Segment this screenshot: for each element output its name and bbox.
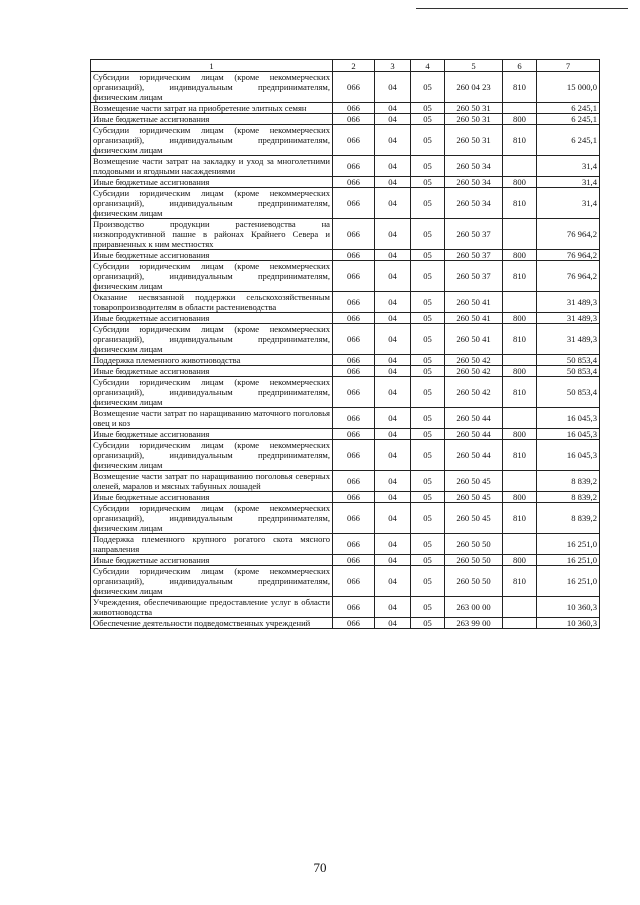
row-name-cell: Субсидии юридическим лицам (кроме некоммерческих организаций), индивидуальным предпринимателям, физическим лицам [91,72,333,103]
row-name-cell: Иные бюджетные ассигнования [91,114,333,125]
row-value-cell: 05 [411,440,445,471]
row-value-cell: 260 50 37 [445,250,503,261]
row-value-cell: 04 [375,355,411,366]
row-value-cell: 04 [375,534,411,555]
row-value-cell: 05 [411,366,445,377]
row-value-cell: 04 [375,408,411,429]
row-value-cell: 05 [411,250,445,261]
row-value-cell: 260 50 37 [445,261,503,292]
table-row [91,177,600,188]
row-value-cell: 066 [333,377,375,408]
row-value-cell: 066 [333,555,375,566]
row-value-cell: 15 000,0 [537,72,600,103]
row-value-cell: 260 50 45 [445,492,503,503]
row-value-cell: 263 00 00 [445,597,503,618]
row-value-cell: 260 50 44 [445,408,503,429]
row-value-cell: 04 [375,597,411,618]
row-value-cell: 76 964,2 [537,219,600,250]
row-value-cell: 8 839,2 [537,471,600,492]
row-value-cell: 260 50 41 [445,313,503,324]
row-value-cell: 066 [333,188,375,219]
row-value-cell: 05 [411,261,445,292]
row-value-cell: 800 [503,555,537,566]
row-name-cell: Субсидии юридическим лицам (кроме некоммерческих организаций), индивидуальным предпринимателям, физическим лицам [91,188,333,219]
row-value-cell: 066 [333,471,375,492]
row-name-cell: Субсидии юридическим лицам (кроме некоммерческих организаций), индивидуальным предпринимателям, физическим лицам [91,503,333,534]
header-cell: 2 [333,60,375,72]
row-value-cell: 260 50 50 [445,534,503,555]
row-name-cell: Возмещение части затрат на приобретение элитных семян [91,103,333,114]
row-value-cell: 066 [333,408,375,429]
table-row [91,408,600,429]
row-value-cell: 10 360,3 [537,597,600,618]
row-value-cell: 260 50 44 [445,440,503,471]
row-value-cell: 066 [333,366,375,377]
row-value-cell: 05 [411,618,445,629]
table-row [91,219,600,250]
row-value-cell: 76 964,2 [537,250,600,261]
table-row [91,366,600,377]
row-value-cell: 066 [333,72,375,103]
row-value-cell: 066 [333,429,375,440]
row-value-cell: 066 [333,492,375,503]
row-value-cell: 05 [411,429,445,440]
row-value-cell: 066 [333,618,375,629]
row-value-cell: 810 [503,566,537,597]
row-name-cell: Субсидии юридическим лицам (кроме некоммерческих организаций), индивидуальным предпринимателям, физическим лицам [91,125,333,156]
row-value-cell: 50 853,4 [537,366,600,377]
header-cell: 1 [91,60,333,72]
row-name-cell: Иные бюджетные ассигнования [91,366,333,377]
row-value-cell: 04 [375,440,411,471]
row-value-cell: 066 [333,597,375,618]
row-value-cell: 05 [411,188,445,219]
row-name-cell: Субсидии юридическим лицам (кроме некоммерческих организаций), индивидуальным предпринимателям, физическим лицам [91,440,333,471]
row-value-cell: 810 [503,377,537,408]
row-value-cell: 05 [411,125,445,156]
table-row [91,72,600,103]
row-value-cell: 260 50 31 [445,125,503,156]
row-value-cell: 810 [503,261,537,292]
header-cell: 6 [503,60,537,72]
row-value-cell: 31 489,3 [537,313,600,324]
row-value-cell: 066 [333,355,375,366]
row-value-cell: 260 50 42 [445,366,503,377]
row-value-cell: 260 50 41 [445,324,503,355]
row-value-cell: 50 853,4 [537,355,600,366]
row-value-cell: 16 251,0 [537,555,600,566]
row-value-cell: 800 [503,177,537,188]
row-value-cell: 04 [375,292,411,313]
row-name-cell: Субсидии юридическим лицам (кроме некоммерческих организаций), индивидуальным предпринимателям, физическим лицам [91,261,333,292]
row-value-cell: 6 245,1 [537,114,600,125]
row-name-cell: Иные бюджетные ассигнования [91,177,333,188]
row-value-cell: 260 50 50 [445,555,503,566]
table-row [91,292,600,313]
row-value-cell: 05 [411,555,445,566]
row-name-cell: Производство продукции растениеводства на низкопродуктивной пашне в районах Крайнего Севера и приравненных к ним местностях [91,219,333,250]
row-value-cell: 04 [375,324,411,355]
row-value-cell: 10 360,3 [537,618,600,629]
table-row [91,566,600,597]
header-row [91,60,600,72]
table-row [91,429,600,440]
row-value-cell: 05 [411,156,445,177]
row-value-cell: 066 [333,250,375,261]
header-cell: 7 [537,60,600,72]
row-value-cell: 04 [375,471,411,492]
row-value-cell [503,103,537,114]
table-row [91,261,600,292]
row-value-cell: 05 [411,103,445,114]
row-value-cell: 6 245,1 [537,103,600,114]
row-name-cell: Учреждения, обеспечивающие предоставление услуг в области животноводства [91,597,333,618]
row-value-cell: 04 [375,377,411,408]
row-value-cell: 04 [375,156,411,177]
row-value-cell: 31,4 [537,177,600,188]
row-value-cell: 066 [333,125,375,156]
table-row [91,125,600,156]
row-name-cell: Иные бюджетные ассигнования [91,492,333,503]
row-value-cell [503,355,537,366]
row-value-cell: 16 045,3 [537,429,600,440]
row-value-cell [503,618,537,629]
row-value-cell: 05 [411,471,445,492]
row-value-cell: 260 50 34 [445,156,503,177]
row-value-cell: 76 964,2 [537,261,600,292]
row-name-cell: Оказание несвязанной поддержки сельскохозяйственным товаропроизводителям в области растениеводства [91,292,333,313]
row-name-cell: Субсидии юридическим лицам (кроме некоммерческих организаций), индивидуальным предпринимателям, физическим лицам [91,324,333,355]
row-value-cell [503,156,537,177]
row-value-cell: 50 853,4 [537,377,600,408]
row-value-cell: 260 50 34 [445,177,503,188]
row-value-cell: 8 839,2 [537,492,600,503]
row-value-cell: 04 [375,313,411,324]
row-value-cell: 05 [411,492,445,503]
row-value-cell: 05 [411,313,445,324]
row-value-cell: 260 50 50 [445,566,503,597]
row-value-cell [503,408,537,429]
row-value-cell: 05 [411,408,445,429]
row-value-cell: 066 [333,261,375,292]
table-row [91,313,600,324]
row-name-cell: Возмещение части затрат по наращиванию поголовья северных оленей, маралов и мясных табунных лошадей [91,471,333,492]
row-value-cell: 04 [375,429,411,440]
row-value-cell: 260 50 31 [445,114,503,125]
row-value-cell: 800 [503,366,537,377]
row-value-cell: 04 [375,555,411,566]
row-value-cell: 066 [333,103,375,114]
row-name-cell: Возмещение части затрат на закладку и уход за многолетними плодовыми и ягодными насаждениями [91,156,333,177]
row-value-cell: 04 [375,177,411,188]
row-value-cell: 05 [411,355,445,366]
row-value-cell: 800 [503,492,537,503]
row-value-cell: 066 [333,313,375,324]
table-row [91,534,600,555]
row-value-cell: 800 [503,250,537,261]
table-row [91,471,600,492]
row-value-cell: 16 251,0 [537,566,600,597]
row-value-cell: 810 [503,324,537,355]
row-value-cell: 31,4 [537,188,600,219]
row-value-cell: 066 [333,177,375,188]
row-name-cell: Субсидии юридическим лицам (кроме некоммерческих организаций), индивидуальным предпринимателям, физическим лицам [91,377,333,408]
row-value-cell: 05 [411,72,445,103]
row-value-cell: 260 50 34 [445,188,503,219]
row-value-cell: 260 50 31 [445,103,503,114]
row-value-cell: 8 839,2 [537,503,600,534]
row-value-cell: 066 [333,534,375,555]
row-name-cell: Поддержка племенного крупного рогатого скота мясного направления [91,534,333,555]
row-value-cell: 05 [411,292,445,313]
row-value-cell [503,292,537,313]
row-name-cell: Возмещение части затрат по наращиванию маточного поголовья овец и коз [91,408,333,429]
row-value-cell: 04 [375,250,411,261]
table-row [91,503,600,534]
row-value-cell: 05 [411,566,445,597]
row-value-cell: 05 [411,324,445,355]
row-name-cell: Иные бюджетные ассигнования [91,250,333,261]
row-value-cell: 810 [503,188,537,219]
row-value-cell: 066 [333,219,375,250]
row-value-cell: 31 489,3 [537,324,600,355]
top-rule [416,8,628,9]
row-value-cell: 31,4 [537,156,600,177]
row-value-cell: 04 [375,566,411,597]
row-value-cell: 260 50 42 [445,377,503,408]
row-value-cell: 16 251,0 [537,534,600,555]
row-value-cell: 05 [411,503,445,534]
row-value-cell: 04 [375,188,411,219]
page-number: 70 [313,860,327,875]
table-row [91,250,600,261]
table-row [91,188,600,219]
row-value-cell: 04 [375,618,411,629]
row-value-cell: 04 [375,125,411,156]
row-name-cell: Иные бюджетные ассигнования [91,555,333,566]
row-value-cell [503,471,537,492]
row-value-cell: 05 [411,377,445,408]
table-row [91,355,600,366]
row-value-cell: 04 [375,114,411,125]
row-value-cell: 05 [411,597,445,618]
row-value-cell: 263 99 00 [445,618,503,629]
row-value-cell: 04 [375,503,411,534]
row-value-cell: 04 [375,103,411,114]
row-value-cell: 800 [503,313,537,324]
row-value-cell: 260 50 41 [445,292,503,313]
header-cell: 3 [375,60,411,72]
table-body [91,72,600,629]
row-value-cell: 05 [411,114,445,125]
row-value-cell [503,534,537,555]
row-value-cell: 6 245,1 [537,125,600,156]
row-value-cell: 04 [375,72,411,103]
row-value-cell: 260 50 42 [445,355,503,366]
row-value-cell: 260 50 45 [445,471,503,492]
row-value-cell: 05 [411,177,445,188]
table-row [91,156,600,177]
row-value-cell: 16 045,3 [537,440,600,471]
row-value-cell: 260 04 23 [445,72,503,103]
row-value-cell: 16 045,3 [537,408,600,429]
row-name-cell: Поддержка племенного животноводства [91,355,333,366]
row-name-cell: Иные бюджетные ассигнования [91,313,333,324]
row-value-cell: 260 50 45 [445,503,503,534]
row-value-cell: 31 489,3 [537,292,600,313]
table-row [91,324,600,355]
row-value-cell: 066 [333,114,375,125]
budget-table [90,59,600,629]
row-value-cell: 05 [411,534,445,555]
table-row [91,114,600,125]
row-value-cell: 04 [375,492,411,503]
row-value-cell: 810 [503,503,537,534]
row-value-cell [503,219,537,250]
row-value-cell: 800 [503,114,537,125]
row-name-cell: Иные бюджетные ассигнования [91,429,333,440]
row-value-cell: 810 [503,440,537,471]
row-value-cell: 810 [503,125,537,156]
row-value-cell: 066 [333,566,375,597]
table-row [91,555,600,566]
row-name-cell: Обеспечение деятельности подведомственных учреждений [91,618,333,629]
row-value-cell: 066 [333,440,375,471]
row-value-cell: 066 [333,324,375,355]
header-cell: 5 [445,60,503,72]
row-value-cell: 04 [375,366,411,377]
row-value-cell: 04 [375,219,411,250]
row-value-cell: 260 50 37 [445,219,503,250]
row-value-cell: 810 [503,72,537,103]
table-row [91,103,600,114]
row-value-cell: 066 [333,292,375,313]
header-cell: 4 [411,60,445,72]
row-value-cell: 260 50 44 [445,429,503,440]
table-row [91,492,600,503]
table-row [91,618,600,629]
row-value-cell: 04 [375,261,411,292]
table-row [91,440,600,471]
row-value-cell: 066 [333,156,375,177]
row-name-cell: Субсидии юридическим лицам (кроме некоммерческих организаций), индивидуальным предпринимателям, физическим лицам [91,566,333,597]
row-value-cell: 05 [411,219,445,250]
row-value-cell: 800 [503,429,537,440]
table-row [91,597,600,618]
row-value-cell: 066 [333,503,375,534]
table-row [91,377,600,408]
row-value-cell [503,597,537,618]
